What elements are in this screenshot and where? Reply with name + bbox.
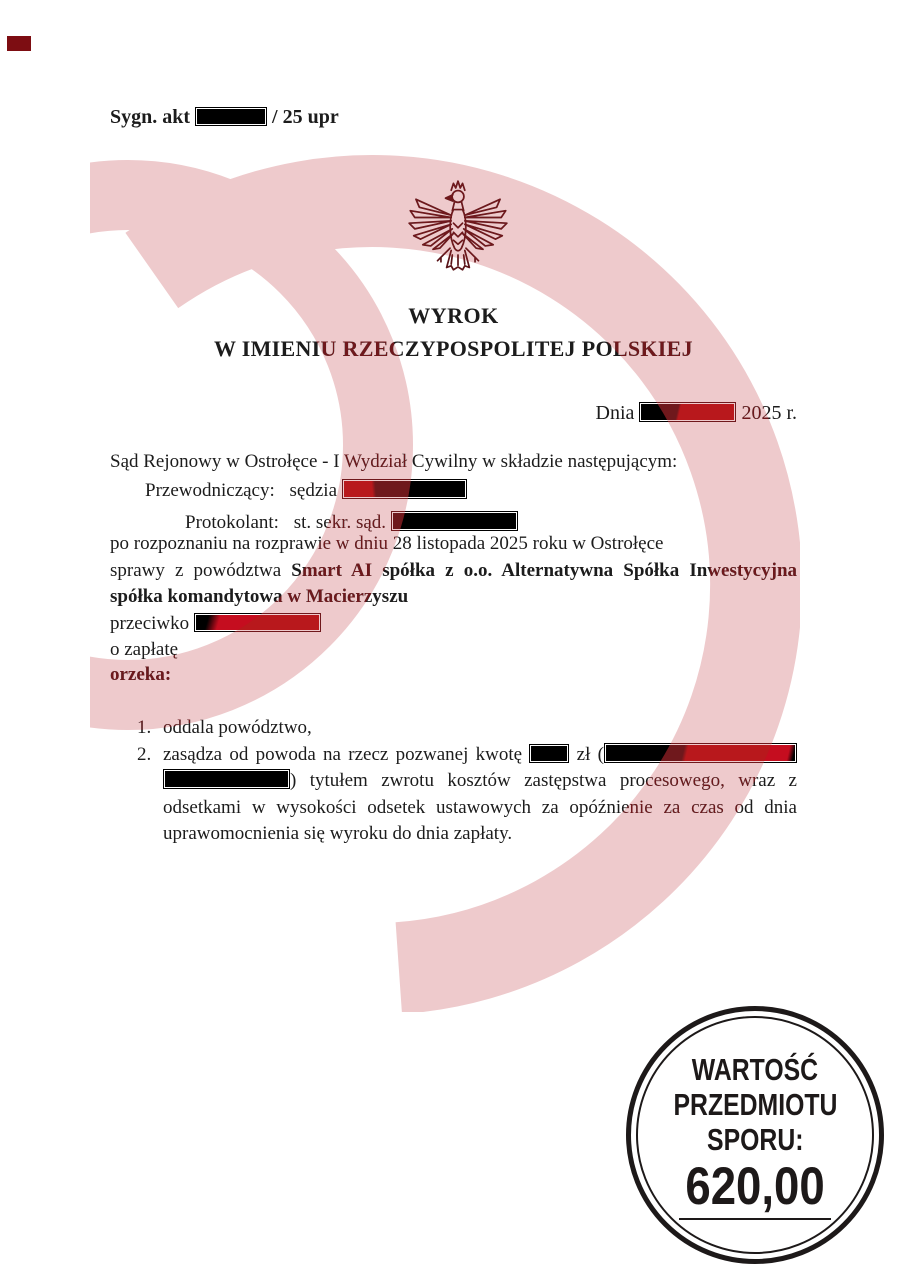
eagle-head bbox=[452, 191, 464, 203]
presiding-value: sędzia bbox=[289, 480, 338, 501]
corner-redaction-mark bbox=[7, 36, 31, 51]
eagle-crown bbox=[451, 181, 465, 190]
court-composition-block bbox=[110, 451, 797, 534]
court-composition-line: Sąd Rejonowy w Ostrołęce - I Wydział Cywilny w składzie następującym: bbox=[110, 451, 678, 472]
judgment-subtitle: W IMIENIU RZECZYPOSPOLITEJ POLSKIEJ bbox=[214, 336, 693, 361]
case-number-suffix: / 25 upr bbox=[272, 106, 339, 128]
case-number-prefix: Sygn. akt bbox=[110, 106, 191, 128]
value-of-dispute-stamp bbox=[626, 1006, 884, 1264]
date-prefix: Dnia bbox=[595, 402, 635, 424]
ruling-item-2-text-a: zasądza od powoda na rzecz pozwanej kwotę bbox=[163, 743, 523, 765]
date-line bbox=[110, 402, 797, 425]
ruling-list bbox=[110, 715, 797, 848]
ruling-item-2-number: 2. bbox=[137, 743, 152, 765]
defendant-line bbox=[110, 611, 797, 638]
ruling-item-1-number: 1. bbox=[137, 717, 152, 738]
ruling-item-1 bbox=[110, 715, 797, 742]
eagle-beak bbox=[446, 195, 453, 201]
judgment-title: WYROK bbox=[408, 303, 499, 328]
hearing-line: po rozpoznaniu na rozprawie w dniu 28 listopada 2025 roku w Ostrołęce bbox=[110, 533, 664, 554]
polish-eagle-emblem bbox=[400, 180, 516, 280]
ruling-item-1-text: oddala powództwo, bbox=[163, 717, 312, 738]
redaction-amount bbox=[529, 744, 569, 763]
presiding-judge-row bbox=[145, 479, 797, 502]
clerk-label: Protokolant: bbox=[185, 512, 279, 533]
stamp-line-2: PRZEDMIOTU bbox=[673, 1087, 837, 1122]
stamp-line-3: SPORU: bbox=[706, 1122, 804, 1157]
stamp-value: 620,00 bbox=[685, 1157, 825, 1216]
redaction-judge-name bbox=[342, 479, 467, 499]
subject-line: o zapłatę bbox=[110, 639, 179, 660]
claim-prefix: sprawy z powództwa bbox=[110, 559, 282, 581]
ruling-item-2-text-c: ) tytułem zwrotu kosztów zastępstwa procesowego, wraz z bbox=[290, 770, 797, 791]
case-description-block bbox=[110, 531, 797, 664]
clerk-value: st. sekr. sąd. bbox=[293, 512, 387, 533]
ruling-item-2-text-b: zł ( bbox=[576, 743, 604, 765]
redaction-amount-in-words-1 bbox=[604, 743, 797, 763]
plaintiff-name-line2: spółka komandytowa w Macierzyszu bbox=[110, 586, 409, 607]
against-label: przeciwko bbox=[110, 612, 190, 634]
redaction-date bbox=[639, 402, 736, 422]
plaintiff-name-line1: Smart AI spółka z o.o. Alternatywna Spółka Inwestycyjna bbox=[291, 559, 798, 581]
ruling-item-2-text-d: odsetkami w wysokości odsetek ustawowych za opóźnienie za czas od dnia bbox=[163, 796, 797, 818]
redaction-defendant-name bbox=[194, 613, 321, 632]
judgment-title-block bbox=[110, 303, 797, 362]
ruling-heading: orzeka: bbox=[110, 664, 172, 685]
stamp-underline bbox=[679, 1218, 831, 1220]
redaction-amount-in-words-2 bbox=[163, 769, 290, 789]
case-number-line bbox=[110, 106, 339, 129]
claim-line bbox=[110, 558, 797, 585]
stamp-line-1: WARTOŚĆ bbox=[691, 1052, 819, 1087]
ruling-item-2 bbox=[110, 742, 797, 848]
redaction-case-number bbox=[195, 107, 267, 126]
ruling-item-2-text-e: uprawomocnienia się wyroku do dnia zapłaty. bbox=[163, 823, 513, 844]
date-suffix: 2025 r. bbox=[741, 402, 797, 424]
presiding-label: Przewodniczący: bbox=[145, 480, 275, 501]
redaction-clerk-name bbox=[391, 511, 518, 531]
